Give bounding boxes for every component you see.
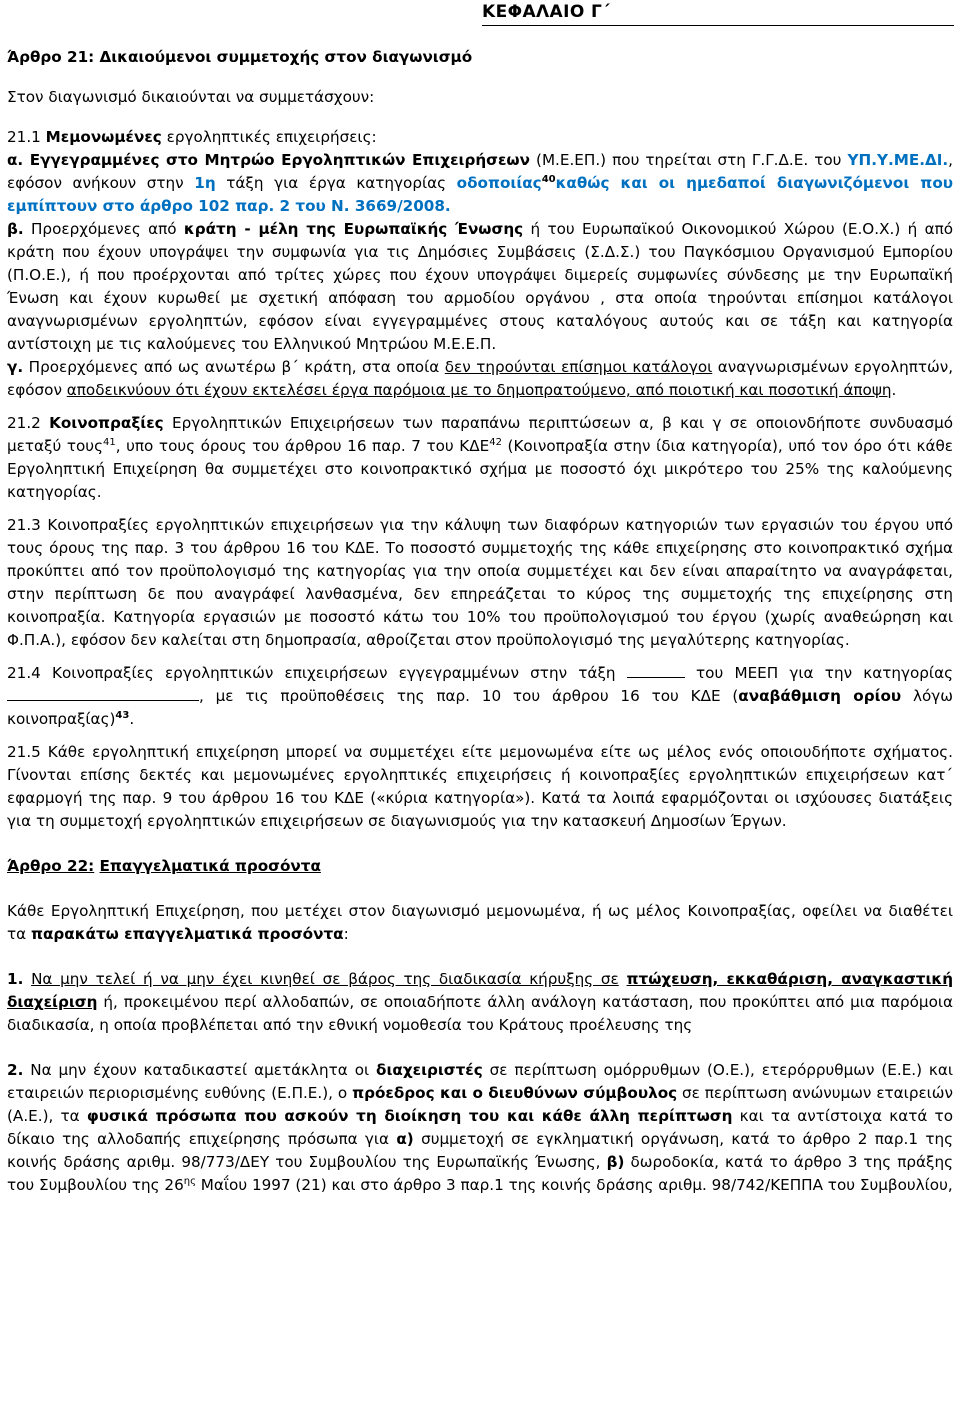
section-21-3: 21.3 Κοινοπραξίες εργοληπτικών επιχειρήσεων για την κάλυψη των διαφόρων κατηγοριών των εργασιών του έργου υπό τους όρους της παρ. 3 του άρθρου 16 του ΚΔΕ. Το ποσοστό συμμετοχής της κάθε επιχείρησης στο κοινοπρακτικό σχήμα προκύπτει από τον προϋπολογισμό της κατηγορίας για την οποία συμμετέχει και δεν είναι απαραίτητο να αναγράφεται, στην περίπτωση δε που αναγράφεί λανθασμένα, δεν επηρεάζεται το κύρος της συμμετοχής της επιχείρησης στη κοινοπραξία. Κατηγορία εργασιών με ποσοστό κάτω του 10% του προϋπολογισμού του έργου (χωρίς αναθεώρηση και Φ.Π.Α.), εφόσον δεν καλείται στη δημοπρασία, αθροίζεται στον προϋπολογισμό της μεγαλύτερης κατηγορίας.: [7, 516, 953, 649]
section-21-1: [7, 126, 953, 402]
article-22-item-1: 1. Να μην τελεί ή να μην έχει κινηθεί σε βάρος της διαδικασία κήρυξης σε πτώχευση, εκκαθάριση, αναγκαστική διαχείριση ή, προκειμένου περί αλλοδαπών, σε οποιαδήποτε άλλη ανάλογη κατάσταση, που προκύπτει από μια παρόμοια διαδικασία, η οποία προβλέπεται από την εθνική νομοθεσία του Κράτους προέλευσης της: [7, 970, 954, 1034]
class-blank-line: [627, 663, 685, 678]
section-21-5: 21.5 Κάθε εργοληπτική επιχείρηση μπορεί να συμμετέχει είτε μεμονωμένα είτε ως μέλος ενός οποιουδήποτε σχήματος. Γίνονται επίσης δεκτές και μεμονωμένες εργοληπτικές επιχειρήσεις ή κοινοπραξίες εργοληπτικών επιχειρήσεων κατ΄ εφαρμογή της παρ. 9 του άρθρου 16 του ΚΔΕ («κύρια κατηγορία»). Κατά τα λοιπά εφαρμόζονται οι ισχύουσες διατάξεις για τη συμμετοχή εργοληπτικών επιχειρήσεων σε διαγωνισμούς για την κατασκευή Δημοσίων Έργων.: [7, 743, 953, 830]
article-21-heading: Άρθρο 21: Δικαιούμενοι συμμετοχής στον διαγωνισμό: [7, 48, 473, 66]
section-21-1-b: β. Προερχόμενες από κράτη - μέλη της Ευρωπαϊκής Ένωσης ή του Ευρωπαϊκού Οικονομικού Χώρου (Ε.Ο.Χ.) ή από κράτη που έχουν υπογράψει την συμφωνία για τις Δημόσιες Συμβάσεις (Σ.Δ.Σ.) του Παγκόσμιου Οργανισμού Εμπορίου (Π.Ο.Ε.), ή που προέρχονται από τρίτες χώρες που έχουν υπογράψει διμερείς συμφωνίες σύνδεσης με την Ευρωπαϊκή Ένωση και έχουν κυρωθεί με σχετική απόφαση του αρμοδίου οργάνου , στα οποία τηρούνται επίσημοι κατάλογοι αναγνωρισμένων εργοληπτών, εφόσον είναι εγγεγραμμένες στους καταλόγους αυτούς και σε τάξη και κατηγορία αντίστοιχη με τις καλούμενες του Ελληνικού Μητρώου Μ.Ε.Ε.Π.: [7, 220, 954, 353]
section-21-4: 21.4 Κοινοπραξίες εργοληπτικών επιχειρήσεων εγγεγραμμένων στην τάξη του ΜΕΕΠ για την κατηγορίας , με τις προϋποθέσεις της παρ. 10 του άρθρου 16 του ΚΔΕ (αναβάθμιση ορίου λόγω κοινοπραξίας)$^{43}$.: [7, 664, 953, 728]
section-21-1-title: 21.1 Μεμονωμένες εργοληπτικές επιχειρήσεις:: [7, 128, 377, 146]
article-21-intro: Στον διαγωνισμό δικαιούνται να συμμετάσχουν:: [7, 88, 375, 106]
article-22-intro: Κάθε Εργοληπτική Επιχείρηση, που μετέχει στον διαγωνισμό μεμονωμένα, ή ως μέλος Κοινοπραξίας, οφείλει να διαθέτει τα παρακάτω επαγγελματικά προσόντα:: [7, 902, 953, 943]
section-21-1-a: α. Εγγεγραμμένες στο Μητρώο Εργοληπτικών Επιχειρήσεων (Μ.Ε.ΕΠ.) που τηρείται στη Γ.Γ.Δ.Ε. του ΥΠ.Υ.ΜΕ.ΔΙ., εφόσον ανήκουν στην 1η τάξη για έργα κατηγορίας οδοποιίας$^{40}$καθώς και οι ημεδαποί διαγωνιζόμενοι που εμπίπτουν στο άρθρο 102 παρ. 2 του Ν. 3669/2008.: [7, 151, 954, 215]
article-22-item-2: 2. Να μην έχουν καταδικαστεί αμετάκλητα οι διαχειριστές σε περίπτωση ομόρρυθμων (Ο.Ε.), ετερόρρυθμων (Ε.Ε.) και εταιρειών περιορισμένης ευθύνης (Ε.Π.Ε.), ο πρόεδρος και ο διευθύνων σύμβουλος σε περίπτωση ανώνυμων εταιρειών (Α.Ε.), τα φυσικά πρόσωπα που ασκούν τη διοίκηση του και κάθε άλλη περίπτωση και τα αντίστοιχα κατά το δίκαιο της αλλοδαπής επιχείρησης πρόσωπα για α) συμμετοχή σε εγκληματική οργάνωση, κατά το άρθρο 2 παρ.1 της κοινής δράσης αριθμ. 98/773/ΔΕΥ του Συμβουλίου της Ευρωπαϊκής Ένωσης, β) δωροδοκία, κατά το άρθρο 3 της πράξης του Συμβουλίου της $26^{\eta\varsigma}$ Μαΐου 1997 (21) και στο άρθρο 3 παρ.1 της κοινής δράσης αριθμ. 98/742/ΚΕΠΠΑ του Συμβουλίου,: [7, 1061, 954, 1194]
document-body: [7, 46, 953, 1197]
category-blank-line: [7, 686, 199, 701]
section-21-1-c: γ. Προερχόμενες από ως ανωτέρω β΄ κράτη, στα οποία δεν τηρούνται επίσημοι κατάλογοι αναγνωρισμένων εργοληπτών, εφόσον αποδεικνύουν ότι έχουν εκτελέσει έργα παρόμοια με το δημοπρατούμενο, από ποιοτική και ποσοτική άποψη.: [7, 358, 954, 399]
chapter-title: ΚΕΦΑΛΑΙΟ Γ΄: [482, 2, 954, 26]
section-21-2: 21.2 Κοινοπραξίες Εργοληπτικών Επιχειρήσεων των παραπάνω περιπτώσεων α, β και γ σε οποιονδήποτε συνδυασμό μεταξύ τους$^{41}$, υπο τους όρους του άρθρου 16 παρ. 7 του ΚΔΕ$^{42}$ (Κοινοπραξία στην ίδια κατηγορία), υπό τον όρο ότι κάθε Εργοληπτική Επιχείρηση θα συμμετέχει στο κοινοπρακτικό σχήμα με ποσοστό όχι μικρότερο του 25% της καλούμενης κατηγορίας.: [7, 414, 954, 501]
article-22-heading: Άρθρο 22: Επαγγελματικά προσόντα: [7, 857, 321, 875]
